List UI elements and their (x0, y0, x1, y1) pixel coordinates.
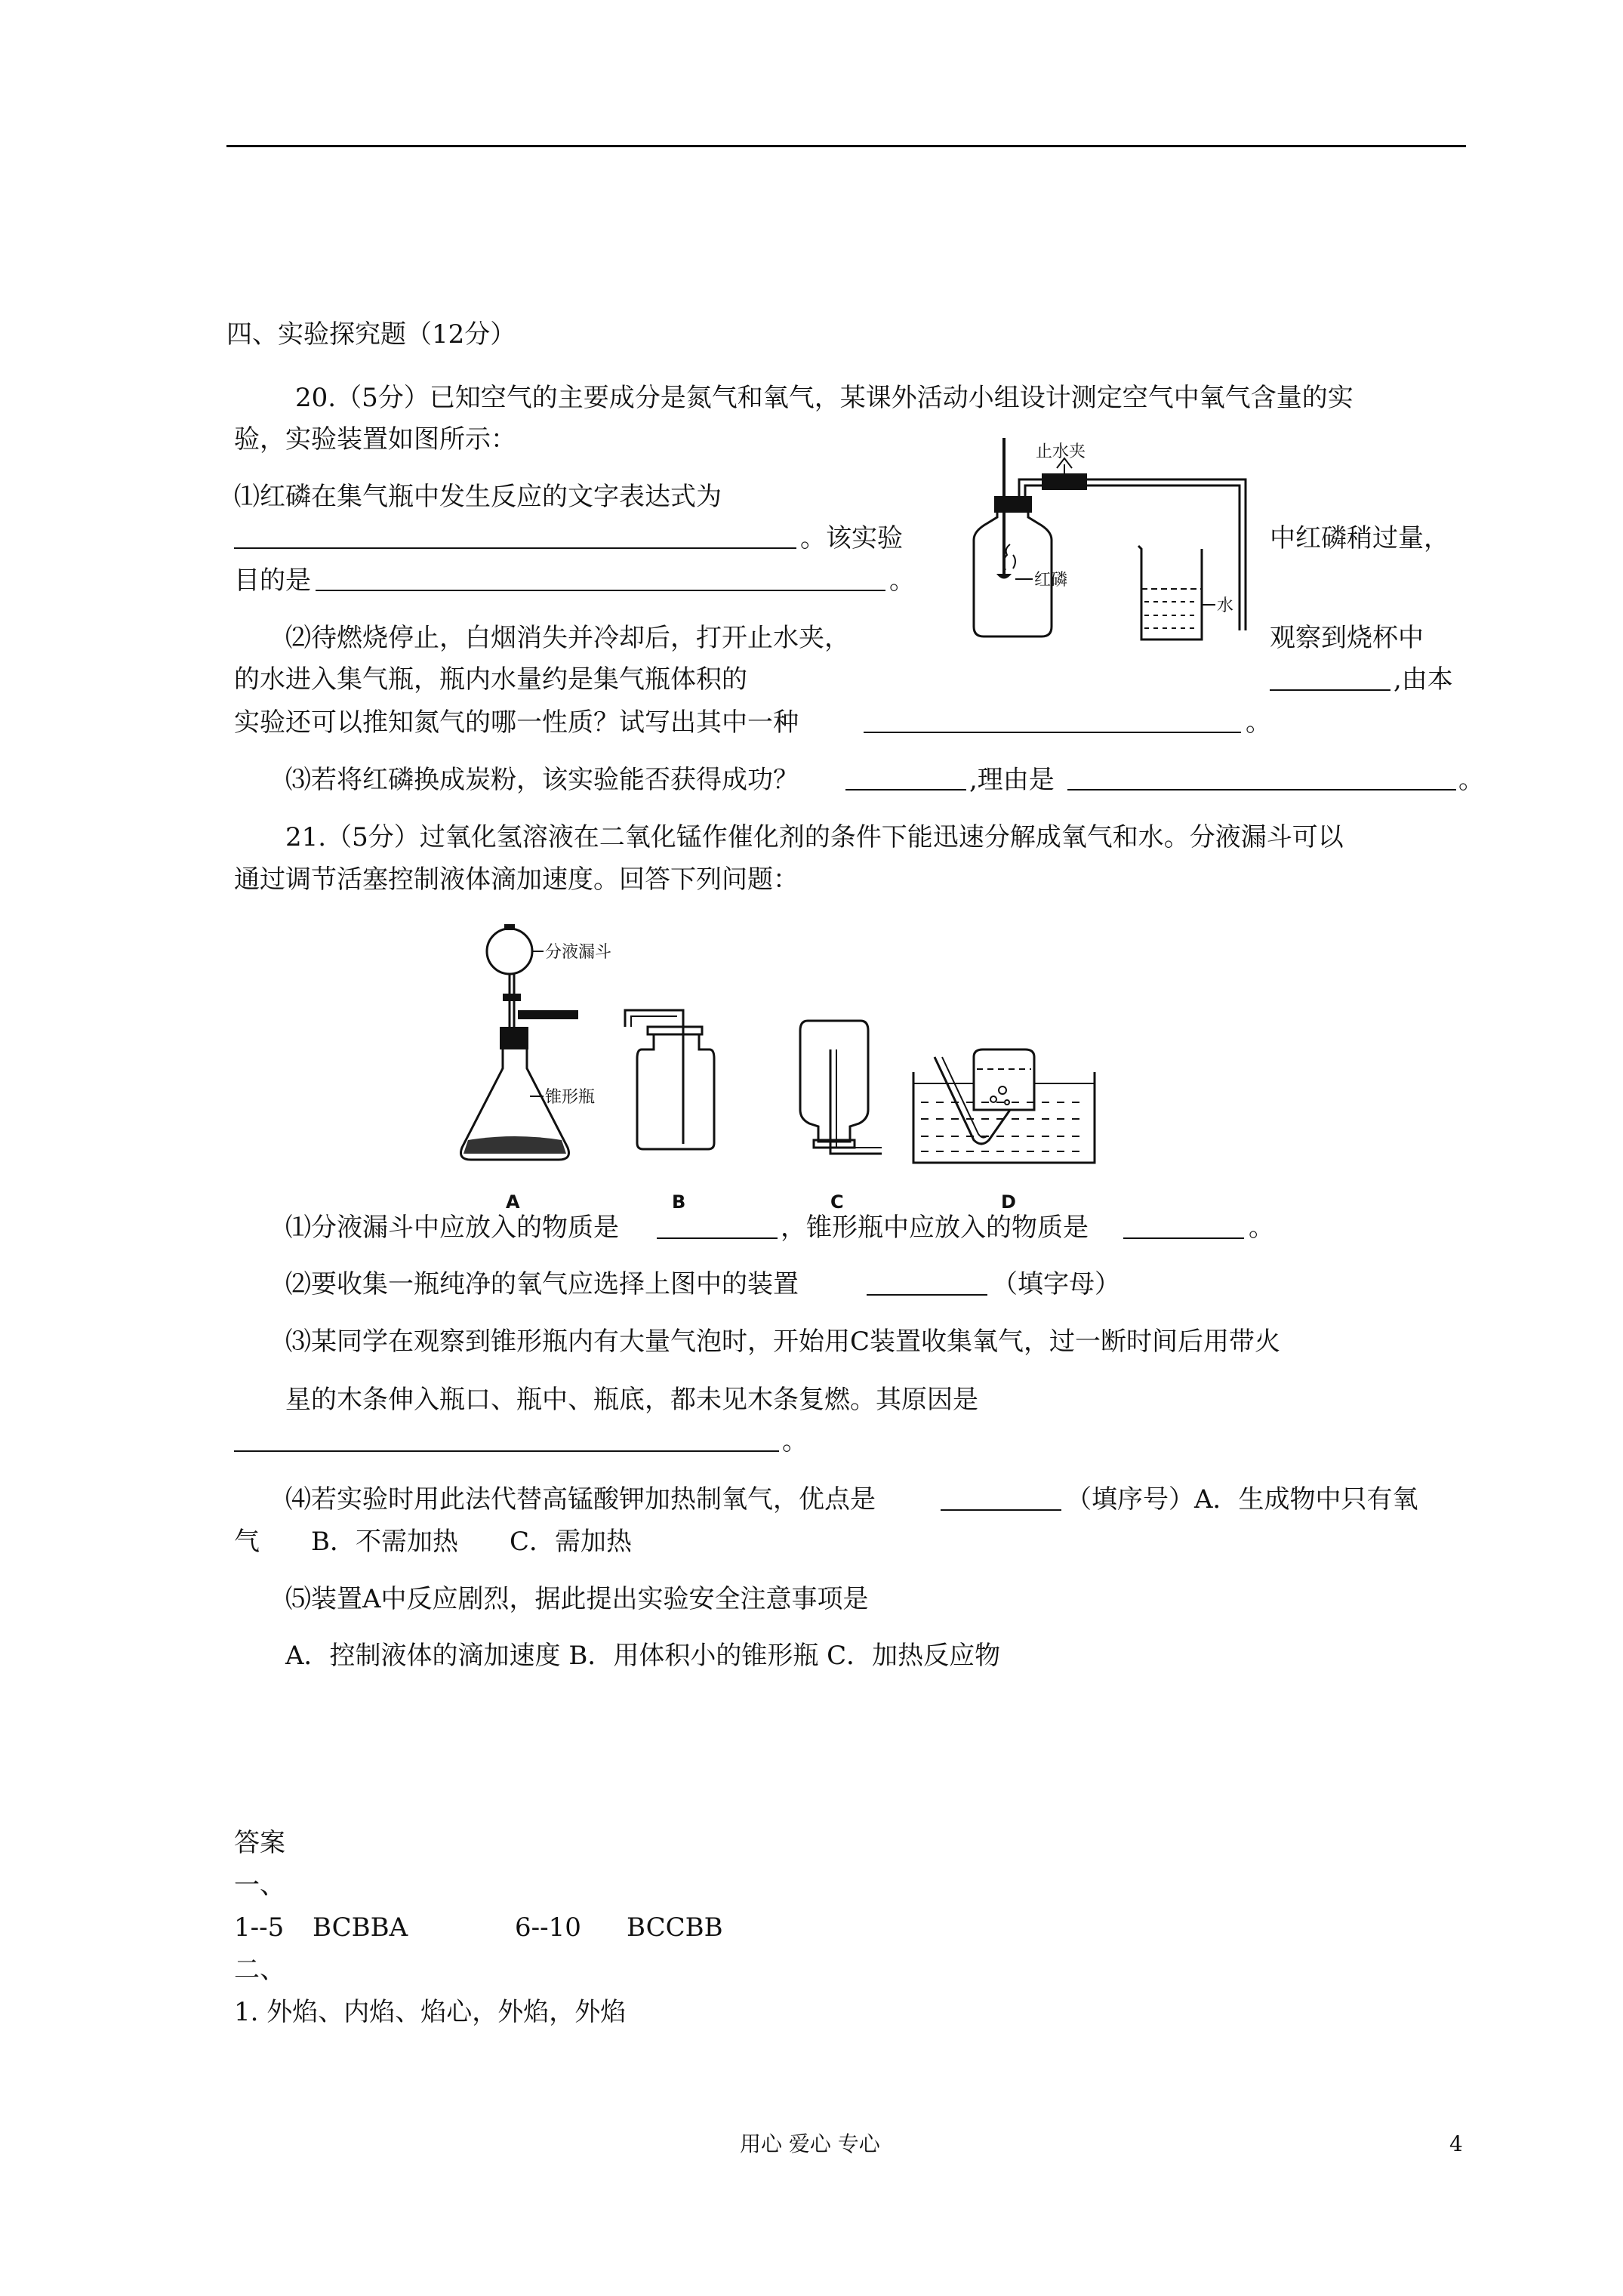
q20-stem-line2: 验，实验装置如图所示： (234, 424, 516, 455)
q20-part3-blank-success[interactable] (845, 770, 966, 791)
apparatus-a (461, 924, 612, 1213)
q21-part3-line1: ⑶某同学在观察到锥形瓶内有大量气泡时，开始用C装置收集氧气，过一断时间后用带火 (285, 1327, 1281, 1357)
gas-bottle-icon (637, 1034, 714, 1149)
answers-title: 答案 (234, 1828, 285, 1858)
label-funnel: 分液漏斗 (545, 943, 612, 962)
q20-part1-line3a: 目的是 (234, 566, 311, 596)
q20-apparatus-figure (944, 434, 1261, 653)
q20-part1-line2a: 。该实验 (800, 523, 903, 553)
q20-part2-line2b: ,由本 (1394, 664, 1453, 695)
q20-part3-b: ,理由是 (969, 765, 1055, 795)
answers-part2-label: 二、 (234, 1955, 285, 1985)
q21-part3-line3: 。 (782, 1426, 808, 1456)
answers-range1-values: BCBBA (313, 1912, 408, 1943)
answers-line1: 1. 外焰、内焰、焰心，外焰，外焰 (234, 1997, 627, 2027)
answers-range1: 1--5 (234, 1912, 285, 1943)
q21-apparatus-figure (445, 921, 1125, 1223)
q21-part4-line1a: ⑷若实验时用此法代替高锰酸钾加热制氧气，优点是 (285, 1484, 876, 1515)
q20-part1-blank-expression[interactable] (234, 529, 796, 549)
q20-part1-line1: ⑴红磷在集气瓶中发生反应的文字表达式为 (234, 482, 722, 512)
q20-part1-line3b: 。 (889, 566, 915, 596)
q20-part2-blank-fraction[interactable] (1270, 670, 1390, 691)
q21-part4-line1b: （填序号）A．生成物中只有氧 (1066, 1484, 1418, 1515)
q21-part3-line2: 星的木条伸入瓶口、瓶中、瓶底，都未见木条复燃。其原因是 (285, 1385, 978, 1415)
q21-part5-line2: A．控制液体的滴加速度 B．用体积小的锥形瓶 C．加热反应物 (285, 1641, 1001, 1671)
clamp-icon (1042, 473, 1087, 490)
flask-stopper-icon (500, 1027, 528, 1049)
q20-part1-line2b: 中红磷稍过量， (1270, 523, 1449, 553)
q20-part2-line3b: 。 (1246, 707, 1271, 738)
q20-stem-line1: 20.（5分）已知空气的主要成分是氮气和氧气，某课外活动小组设计测定空气中氧气含量的实 (295, 383, 1354, 413)
q21-part1-blank-funnel[interactable] (657, 1219, 778, 1239)
label-c: C (830, 1191, 844, 1213)
beaker-icon (1138, 546, 1202, 639)
q20-part1-blank-purpose[interactable] (316, 571, 885, 591)
q20-part2-line3a: 实验还可以推知氮气的哪一性质？试写出其中一种 (234, 707, 799, 738)
label-a: A (506, 1191, 520, 1213)
label-red-phosphorus: 红磷 (1034, 571, 1068, 590)
q21-part5-line1: ⑸装置A中反应剧烈，据此提出实验安全注意事项是 (285, 1584, 869, 1614)
q21-part3-blank-reason[interactable] (234, 1432, 779, 1452)
q20-part3-a: ⑶若将红磷换成炭粉，该实验能否获得成功？ (285, 765, 799, 795)
footer-motto: 用心 爱心 专心 (740, 2131, 880, 2156)
q21-part1-blank-flask[interactable] (1123, 1219, 1244, 1239)
q21-part4-line2: 气 B．不需加热 C．需加热 (234, 1527, 632, 1557)
q21-part2-blank-device[interactable] (867, 1275, 987, 1296)
inverted-bottle-icon (800, 1021, 868, 1142)
label-clamp: 止水夹 (1036, 442, 1086, 461)
answers-range2-values: BCCBB (627, 1912, 723, 1943)
label-water: 水 (1217, 596, 1234, 615)
q20-part2-line1b: 观察到烧杯中 (1270, 623, 1424, 653)
label-b: B (672, 1191, 686, 1213)
apparatus-c (800, 1021, 882, 1213)
stopper-icon (994, 496, 1032, 513)
q21-part1-a: ⑴分液漏斗中应放入的物质是 (285, 1213, 619, 1243)
q21-part2-b: （填字母） (992, 1269, 1120, 1299)
apparatus-d (913, 1049, 1095, 1213)
answers-range2: 6--10 (515, 1912, 581, 1943)
q21-stem-line1: 21.（5分）过氧化氢溶液在二氧化锰作催化剂的条件下能迅速分解成氧气和水。分液漏斗可以 (285, 822, 1344, 852)
q20-part2-blank-property[interactable] (864, 713, 1241, 733)
q20-part3-blank-reason[interactable] (1067, 770, 1456, 791)
page-number: 4 (1449, 2131, 1463, 2156)
funnel-icon (487, 929, 532, 974)
label-d: D (1001, 1191, 1016, 1213)
label-flask: 锥形瓶 (545, 1088, 596, 1107)
q21-stem-line2: 通过调节活塞控制液体滴加速度。回答下列问题： (234, 864, 799, 895)
q20-part2-line2a: 的水进入集气瓶，瓶内水量约是集气瓶体积的 (234, 664, 747, 695)
q21-part4-blank-advantage[interactable] (941, 1490, 1061, 1511)
q20-part3-c: 。 (1458, 765, 1484, 795)
answers-part1-label: 一、 (234, 1870, 285, 1900)
section-title: 四、实验探究题（12分） (226, 319, 516, 350)
q21-part1-b: ，锥形瓶中应放入的物质是 (781, 1213, 1089, 1243)
apparatus-b (625, 1010, 714, 1213)
q20-part2-line1a: ⑵待燃烧停止，白烟消失并冷却后，打开止水夹， (285, 623, 850, 653)
q21-part2-a: ⑵要收集一瓶纯净的氧气应选择上图中的装置 (285, 1269, 799, 1299)
header-rule (226, 145, 1466, 147)
collecting-bottle-icon (974, 1049, 1034, 1110)
q21-part1-c: 。 (1249, 1213, 1274, 1243)
